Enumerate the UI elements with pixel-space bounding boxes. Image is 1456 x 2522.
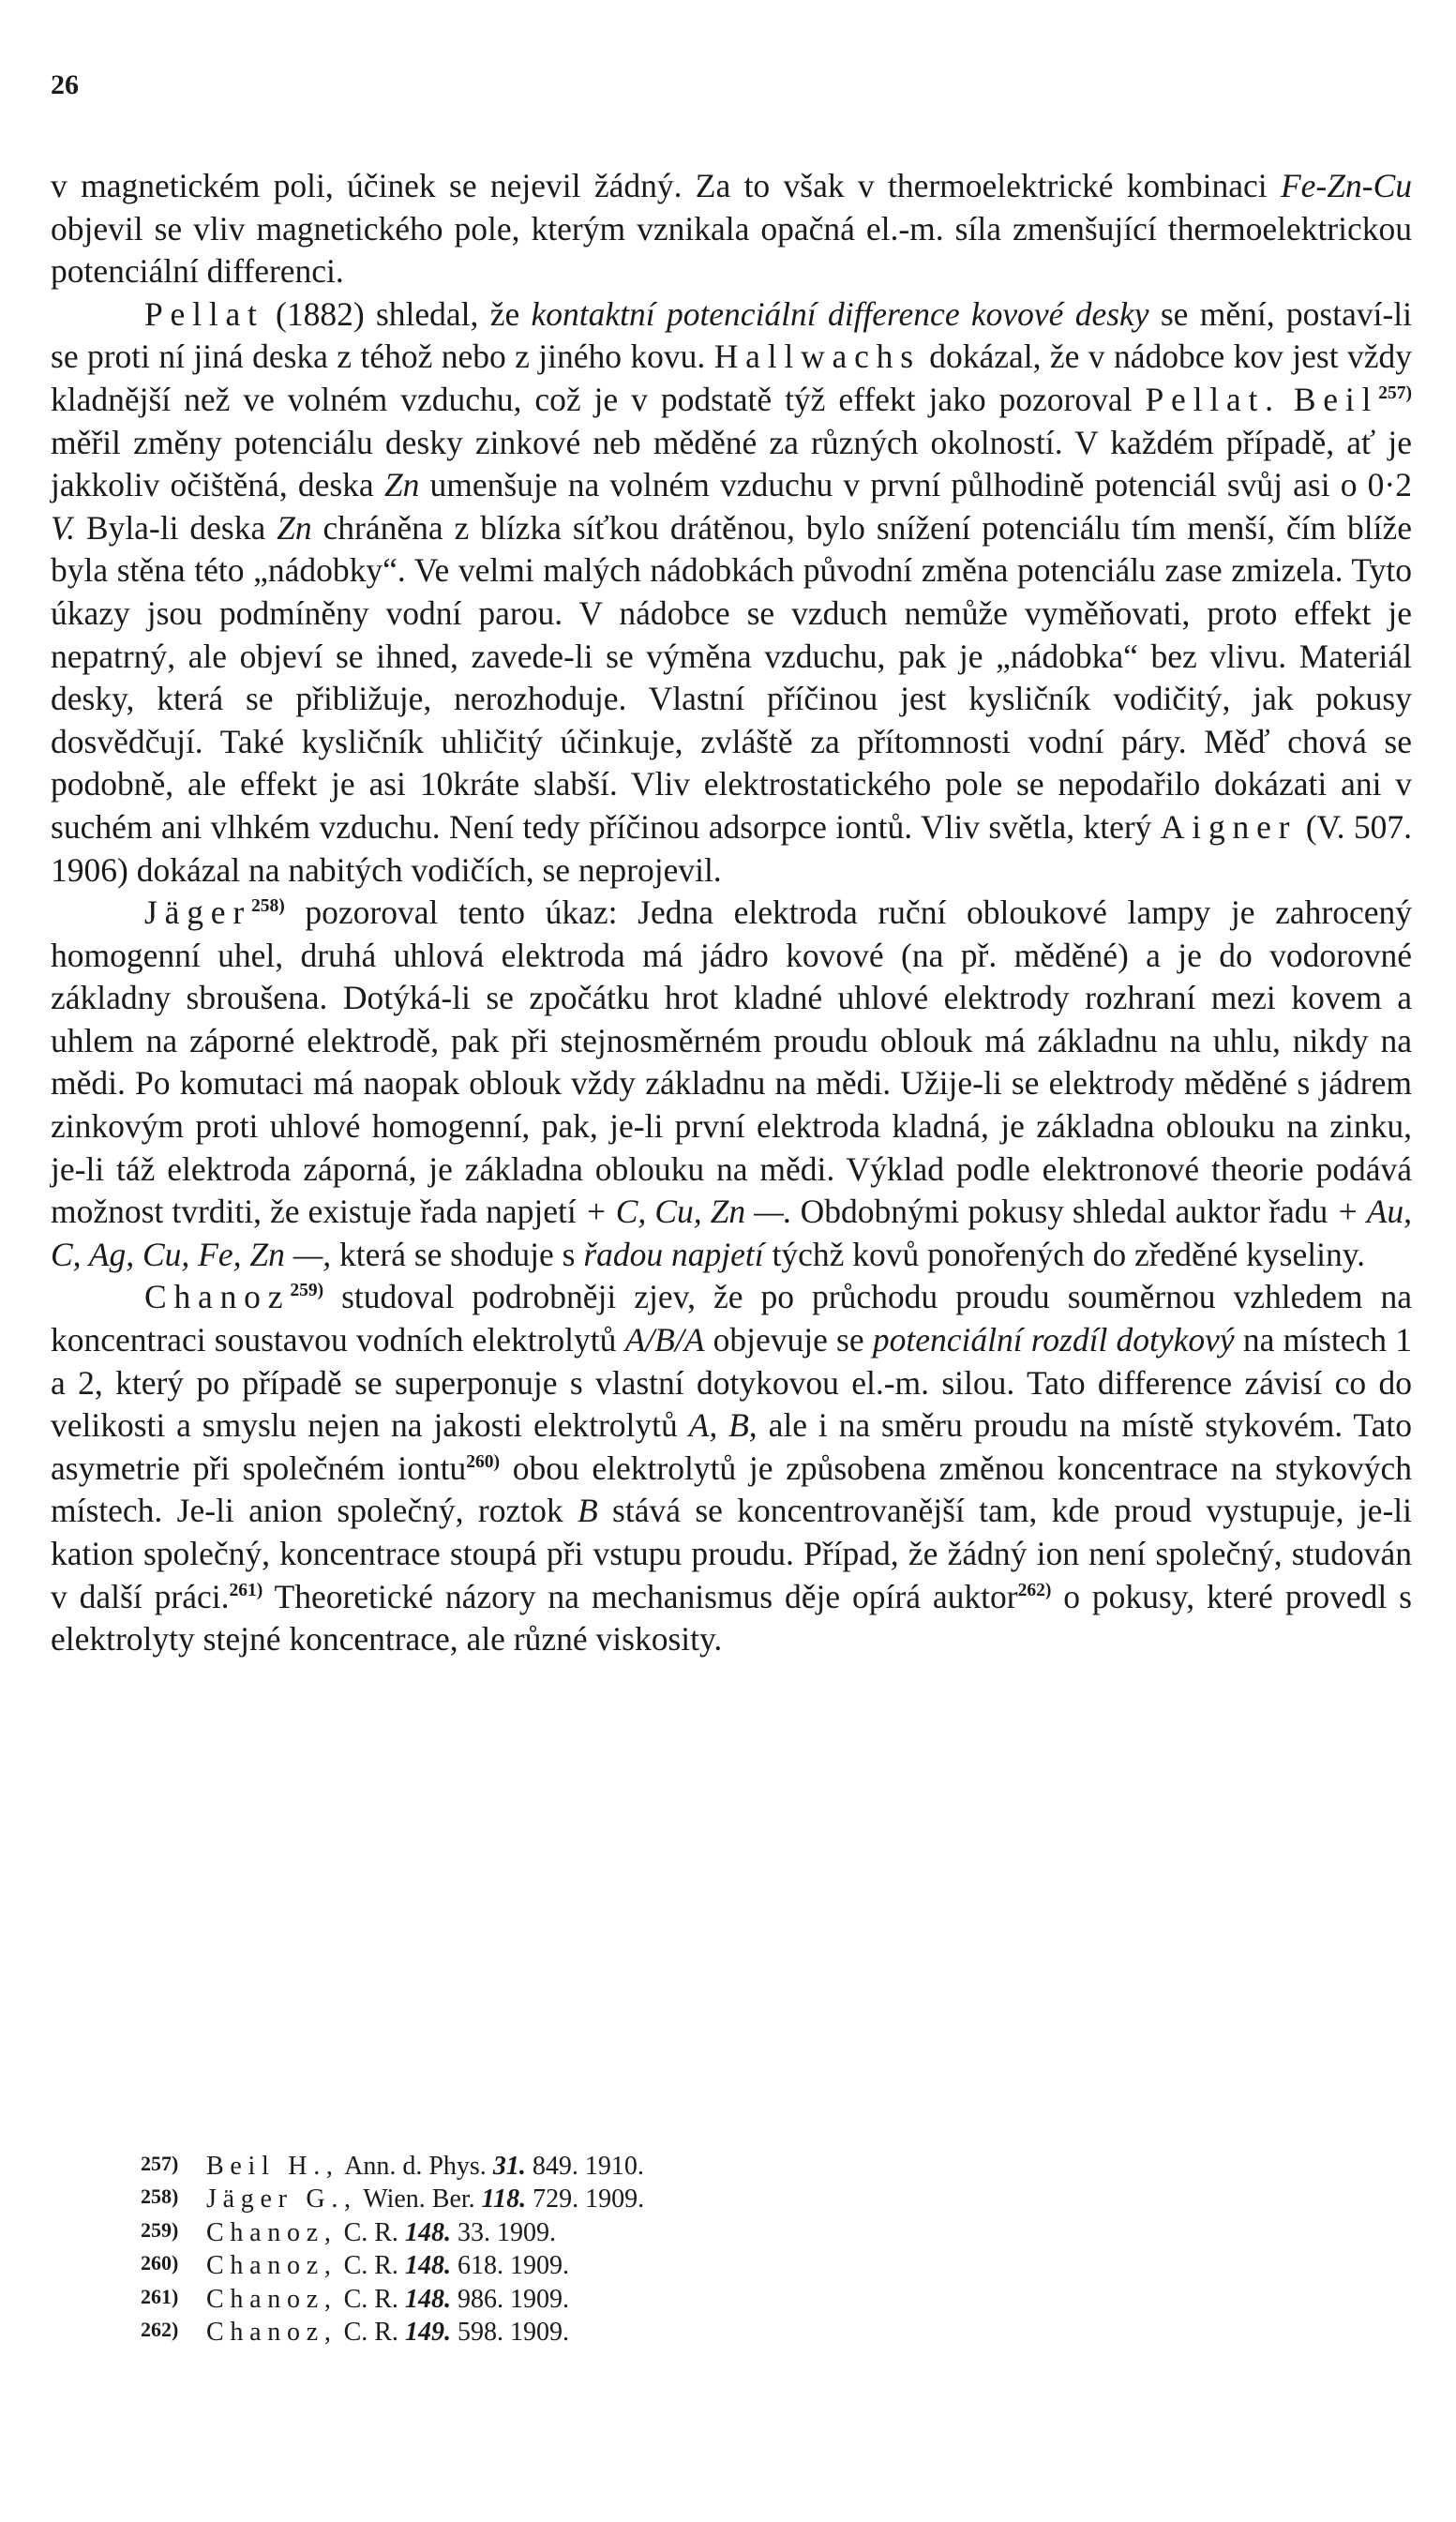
italic-text: Zn: [383, 466, 420, 504]
text-run: Obdobnými pokusy shledal auktor řadu: [791, 1193, 1337, 1231]
footnote-pages: 33. 1909.: [450, 2217, 556, 2247]
footnote-volume: 31.: [492, 2152, 526, 2181]
text-run: Byla-li deska: [74, 508, 278, 547]
text-run: týchž kovů ponořených do zředěné kyseliny.: [763, 1235, 1366, 1273]
footnote-volume: 148.: [404, 2251, 451, 2281]
text-run: v magnetickém poli, účinek se nejevil žádný. Za to však v thermoelektrické kombinaci: [51, 167, 1281, 204]
paragraph: [51, 293, 1412, 892]
author-name: Hallwachs: [713, 338, 921, 376]
footnote-ref: 259): [290, 1281, 324, 1301]
author-name: Aigner: [1160, 807, 1298, 846]
footnote-source: Ann. d. Phys.: [338, 2152, 493, 2181]
author-name: Pellat: [144, 294, 264, 333]
footnote-volume: 118.: [481, 2184, 527, 2214]
footnote-pages: 598. 1909.: [450, 2318, 569, 2348]
author-name: Jäger: [144, 893, 251, 932]
italic-text: + C, Cu, Zn —.: [584, 1193, 792, 1231]
italic-text: B: [577, 1492, 598, 1530]
footnote-author: Beil H.,: [206, 2152, 339, 2181]
footnotes: [141, 2149, 1266, 2348]
author-name: Pellat.: [1145, 380, 1281, 418]
footnote-ref: 257): [1378, 383, 1412, 404]
text-run: na místech 1 a 2, který po případě se superponuje s vlastní dotykovou el.-m. silou. Tato difference závisí co do velikosti a smyslu nejen na jakosti elektrolytů: [51, 1321, 1412, 1445]
footnote-pages: 618. 1909.: [450, 2251, 569, 2281]
footnote-source: Wien. Ber.: [356, 2184, 482, 2214]
text-run: stává se koncentrovanější tam, kde proud vystupuje, je-li kation společný, koncentrace stoupá při vstupu proudu. Případ, že žádný ion není společný, studován v další práci.: [51, 1492, 1412, 1615]
italic-text: řadou napjetí: [583, 1235, 764, 1273]
footnote-source: C. R.: [337, 2318, 405, 2348]
footnote-number: 262): [141, 2318, 179, 2342]
italic-text: Zn: [277, 508, 312, 547]
footnote-volume: 148.: [404, 2284, 451, 2314]
page-number: 26: [51, 69, 79, 100]
footnote-source: C. R.: [337, 2284, 405, 2314]
footnote-volume: 148.: [404, 2217, 451, 2247]
footnote: [141, 2215, 1266, 2248]
text-run: která se shoduje s: [331, 1235, 584, 1273]
italic-text: A/B/A: [624, 1321, 705, 1359]
footnote-number: 257): [141, 2152, 179, 2175]
text-run: (1882) shledal, že: [263, 294, 532, 333]
footnote: [141, 2315, 1266, 2348]
footnote-author: Jäger G.,: [206, 2184, 357, 2214]
footnote: [141, 2248, 1266, 2281]
footnote-number: 259): [141, 2217, 179, 2242]
footnote-pages: 986. 1909.: [450, 2284, 569, 2314]
text-run: obou elektrolytů je způsobena změnou koncentrace na stykových místech. Je-li anion společný, roztok: [51, 1449, 1413, 1530]
footnote-number: 258): [141, 2184, 179, 2209]
footnote-volume: 149.: [404, 2318, 451, 2348]
italic-text: kontaktní potenciální difference kovové desky: [531, 294, 1149, 333]
text-run: [1281, 381, 1294, 418]
footnote-ref: 262): [1017, 1580, 1052, 1600]
text-run: umenšuje na volném vzduchu v první půlhodině potenciál svůj asi o 0·2: [419, 466, 1412, 504]
italic-text: Fe-Zn-Cu: [1280, 167, 1412, 204]
text-run: (V. 507. 1906) dokázal na nabitých vodičích, se neprojevil.: [51, 807, 1412, 889]
italic-text: A, B,: [688, 1406, 758, 1445]
footnote: [141, 2282, 1266, 2315]
footnote-author: Chanoz,: [206, 2284, 338, 2314]
italic-text: + Au, C, Ag, Cu, Fe, Zn —,: [51, 1193, 1412, 1273]
footnote-source: C. R.: [337, 2217, 405, 2247]
footnote-author: Chanoz,: [206, 2251, 338, 2281]
text-run: objevuje se: [704, 1321, 873, 1359]
footnote: [141, 2182, 1266, 2214]
text-run: pozoroval tento úkaz: Jedna elektroda ruční obloukové lampy je zahrocený homogenní uhel, druhá uhlová elektroda má jádro kovové (na př. měděné) a je do vodorovné základny sbroušena. Dotýká-li se zpočátku hrot kladné uhlové elektrody rozhraní mezi kovem a uhlem na záporné elektrodě, pak při stejnosměrném proudu oblouk má základnu na uhlu, nikdy na mědi. Po komutaci má naopak oblouk vždy základnu na mědi. Užije-li se elektrody měděné s jádrem zinkovým proti uhlové homogenní, pak, je-li první elektroda kladná, je základna oblouku na zinku, je-li táž elektroda záporná, je základna oblouku na mědi. Výklad podle elektronové theorie podává možnost tvrditi, že existuje řada napjetí: [51, 893, 1412, 1231]
footnote-author: Chanoz,: [206, 2318, 338, 2348]
paragraph: [51, 1276, 1412, 1660]
footnote-ref: 260): [466, 1451, 501, 1472]
text-run: ale i na směru proudu na místě stykovém. Tato asymetrie při společném iontu: [51, 1406, 1413, 1487]
footnote-pages: 849. 1910.: [525, 2152, 644, 2181]
italic-text: potenciální rozdíl dotykový: [872, 1321, 1235, 1359]
paragraph: [51, 892, 1412, 1276]
footnote-author: Chanoz,: [206, 2217, 338, 2247]
author-name: Beil: [1293, 380, 1379, 418]
author-name: Chanoz: [144, 1278, 291, 1316]
footnote: [141, 2149, 1266, 2182]
footnote-source: C. R.: [337, 2251, 405, 2281]
text-run: se mění, postaví-li se proti ní jiná deska z téhož nebo z jiného kovu.: [51, 294, 1412, 376]
paragraph: [51, 165, 1412, 293]
footnote-ref: 258): [250, 896, 285, 917]
text-run: měřil změny potenciálu desky zinkové neb měděné za různých okolností. V každém případě, ať je jakkoliv očištěná, deska: [51, 423, 1412, 504]
footnote-number: 261): [141, 2284, 179, 2308]
text-run: Theoretické názory na mechanismus děje opírá auktor: [263, 1577, 1018, 1615]
text-run: studoval podrobněji zjev, že po průchodu proudu souměrnou vzhledem na koncentraci soustavou vodních elektrolytů: [51, 1278, 1412, 1359]
text-run: o pokusy, které provedl s elektrolyty stejné koncentrace, ale různé viskosity.: [51, 1577, 1413, 1659]
body-text: [51, 165, 1412, 1661]
text-run: dokázal, že v nádobce kov jest vždy kladnější než ve volném vzduchu, což je v podstatě týž effekt jako pozoroval: [51, 338, 1412, 418]
italic-text: V.: [51, 508, 75, 547]
footnote-number: 260): [141, 2251, 179, 2275]
footnote-ref: 261): [229, 1580, 263, 1600]
text-run: objevil se vliv magnetického pole, kterým vznikala opačná el.-m. síla zmenšující thermoelektrickou potenciální differenci.: [51, 209, 1412, 291]
footnote-pages: 729. 1909.: [526, 2184, 645, 2214]
text-run: chráněna z blízka síťkou drátěnou, bylo snížení potenciálu tím menší, čím blíže byla stěna této „nádobky“. Ve velmi malých nádobkách původní změna potenciálu zase zmizela. Tyto úkazy jsou podmíněny vodní parou. V nádobce se vzduch nemůže vyměňovati, proto effekt je nepatrný, ale objeví se ihned, zavede-li se výměna vzduchu, pak je „nádobka“ bez vlivu. Materiál desky, která se přibližuje, nerozhoduje. Vlastní příčinou jest kysličník vodičitý, jak pokusy dosvědčují. Také kysličník uhličitý účinkuje, zvláště za přítomnosti vodní páry. Měď chová se podobně, ale effekt je asi 10kráte slabší. Vliv elektrostatického pole se nepodařilo dokázati ani v suchém ani vlhkém vzduchu. Není tedy příčinou adsorpce iontů. Vliv světla, který: [51, 508, 1412, 846]
